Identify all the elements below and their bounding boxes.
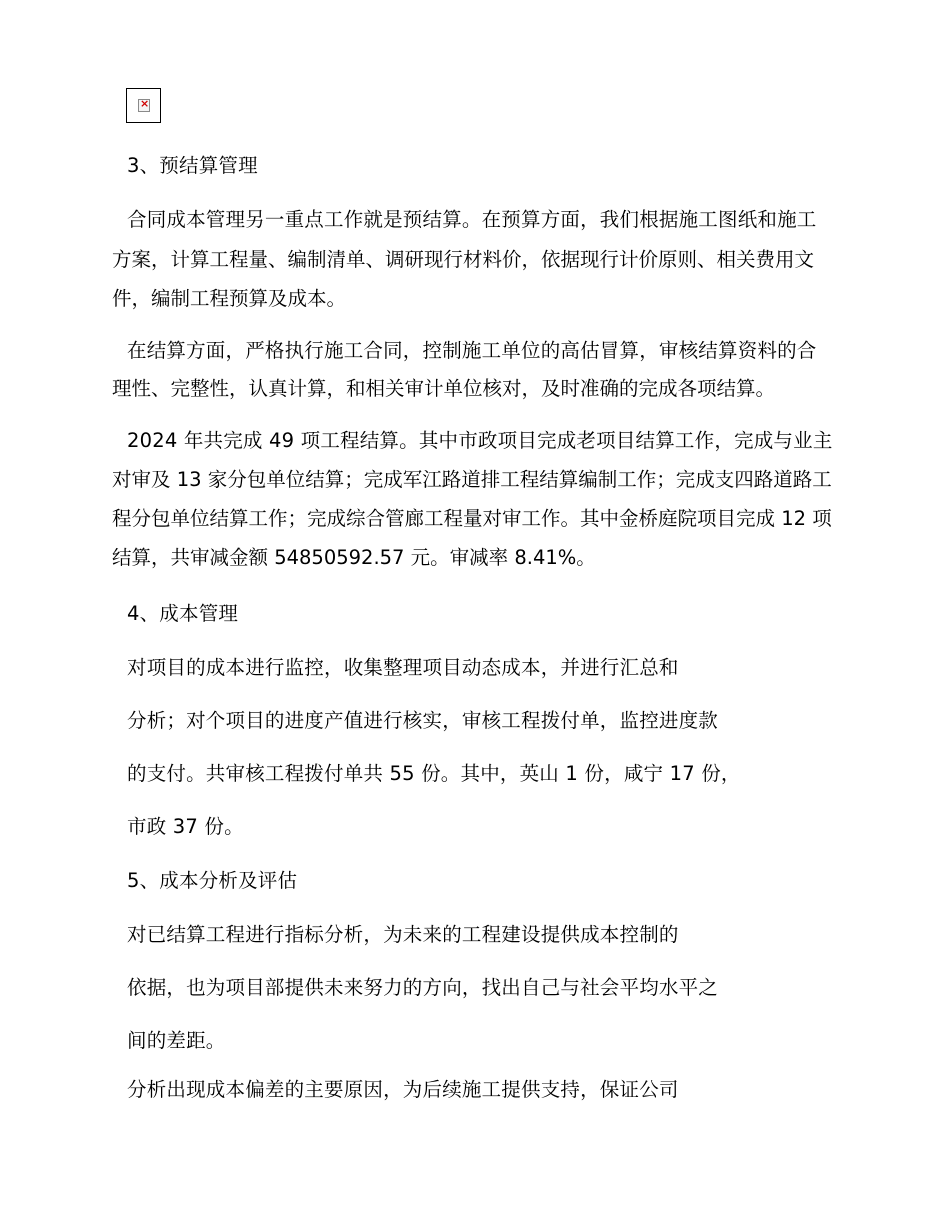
section-4-heading: 4、成本管理 [127, 602, 239, 625]
paragraph-3-line-3: 程分包单位结算工作；完成综合管廊工程量对审工作。其中金桥庭院项目完成 12 项 [112, 507, 832, 530]
paragraph-3-line-4: 结算，共审减金额 54850592.57 元。审减率 8.41%。 [112, 546, 596, 569]
paragraph-2-line-1: 在结算方面，严格执行施工合同，控制施工单位的高估冒算，审核结算资料的合 [127, 339, 817, 362]
broken-image-glyph [138, 99, 150, 112]
paragraph-6-line-1: 分析出现成本偏差的主要原因，为后续施工提供支持，保证公司 [127, 1078, 679, 1101]
paragraph-4-line-4: 市政 37 份。 [127, 815, 244, 838]
paragraph-1-line-3: 件，编制工程预算及成本。 [112, 287, 347, 310]
paragraph-1-line-2: 方案，计算工程量、编制清单、调研现行材料价，依据现行计价原则、相关费用文 [112, 248, 815, 271]
paragraph-3-line-1: 2024 年共完成 49 项工程结算。其中市政项目完成老项目结算工作，完成与业主 [127, 429, 833, 452]
paragraph-4-line-3: 的支付。共审核工程拨付单共 55 份。其中，英山 1 份，咸宁 17 份， [127, 762, 741, 785]
paragraph-2-line-2: 理性、完整性，认真计算，和相关审计单位核对，及时准确的完成各项结算。 [112, 377, 776, 400]
paragraph-1-line-1: 合同成本管理另一重点工作就是预结算。在预算方面，我们根据施工图纸和施工 [127, 208, 817, 231]
paragraph-5-line-2: 依据，也为项目部提供未来努力的方向，找出自己与社会平均水平之 [127, 976, 719, 999]
paragraph-5-line-1: 对已结算工程进行指标分析，为未来的工程建设提供成本控制的 [127, 923, 679, 946]
paragraph-4-line-1: 对项目的成本进行监控，收集整理项目动态成本，并进行汇总和 [127, 656, 679, 679]
paragraph-3-line-2: 对审及 13 家分包单位结算；完成军江路道排工程结算编制工作；完成支四路道路工 [112, 468, 832, 491]
broken-image-icon [126, 88, 161, 123]
section-5-heading: 5、成本分析及评估 [127, 869, 298, 892]
paragraph-5-line-3: 间的差距。 [127, 1029, 226, 1052]
paragraph-4-line-2: 分析；对个项目的进度产值进行核实，审核工程拨付单，监控进度款 [127, 709, 719, 732]
section-3-heading: 3、预结算管理 [127, 154, 258, 177]
